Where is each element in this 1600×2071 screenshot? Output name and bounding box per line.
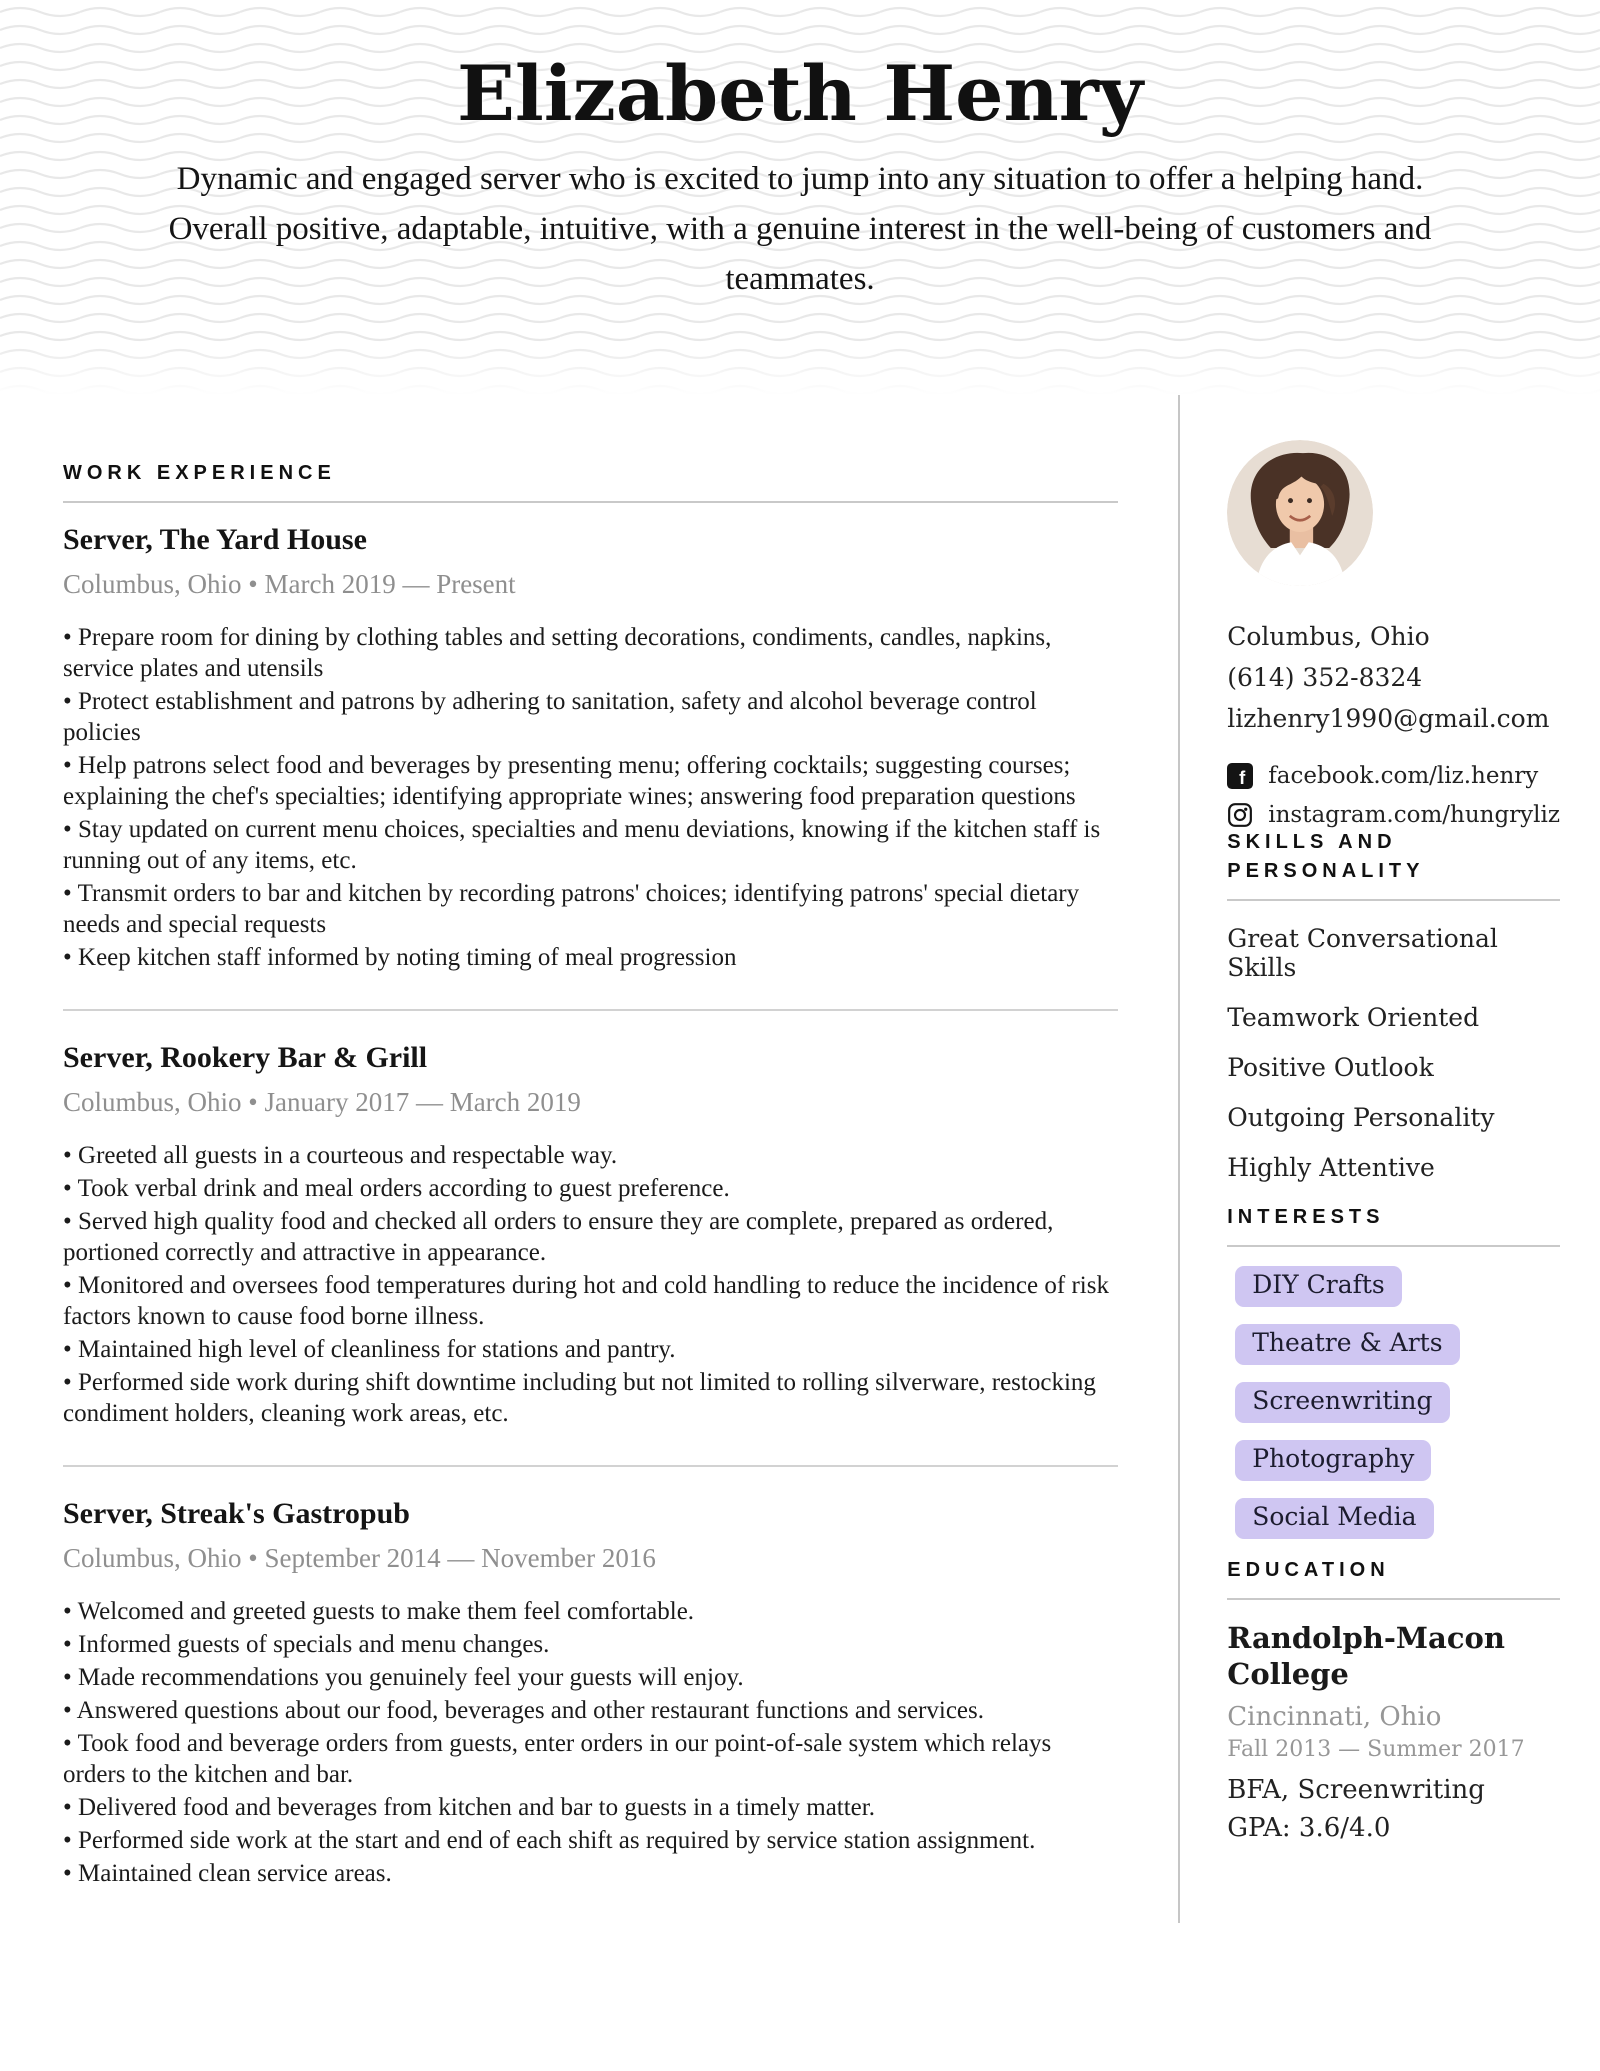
skill-item: Great Conversational Skills [1227,924,1498,982]
job-title: Server, The Yard House [63,523,367,556]
skills-heading: SKILLS AND PERSONALITY [1227,831,1425,882]
instagram-link[interactable] [1227,802,1560,828]
job-title: Server, Streak's Gastropub [63,1497,410,1530]
skills-list [1227,924,1560,1182]
contact-location: Columbus, Ohio [1227,622,1430,651]
social-links [1227,763,1560,828]
candidate-name: Elizabeth Henry [456,49,1143,138]
job-bullet: • Informed guests of specials and menu changes. [63,1629,1118,1660]
education-dates: Fall 2013 — Summer 2017 [1227,1737,1525,1762]
job-entry [63,1011,1118,1429]
job-bullet-list [63,622,1118,973]
interest-chip: Screenwriting [1235,1382,1449,1423]
skill-item: Highly Attentive [1227,1153,1435,1182]
interest-chip: Theatre & Arts [1235,1324,1459,1365]
resume-header [0,0,1600,395]
job-bullet: • Maintained clean service areas. [63,1858,1118,1889]
job-entry [63,503,1118,973]
education-gpa: GPA: 3.6/4.0 [1227,1813,1391,1843]
svg-text:f: f [1239,767,1246,789]
facebook-handle: facebook.com/liz.henry [1268,763,1539,789]
job-location-dates: Columbus, Ohio • January 2017 — March 2019 [63,1087,581,1117]
job-entry [63,1467,1118,1889]
work-experience-column [0,395,1178,1923]
contact-email[interactable]: lizhenry1990@gmail.com [1227,704,1550,733]
education-degree: BFA, Screenwriting [1227,1775,1485,1805]
job-bullet: • Keep kitchen staff informed by noting timing of meal progression [63,942,1118,973]
facebook-icon [1227,763,1253,789]
job-bullet: • Maintained high level of cleanliness for stations and pantry. [63,1334,1118,1365]
job-bullet: • Answered questions about our food, beverages and other restaurant functions and services. [63,1695,1118,1726]
job-bullet: • Stay updated on current menu choices, specialties and menu deviations, knowing if the kitchen staff is running out of any items, etc. [63,814,1118,876]
interest-chip-list [1227,1266,1560,1539]
job-location-dates: Columbus, Ohio • September 2014 — November 2016 [63,1543,656,1573]
skill-item: Teamwork Oriented [1227,1003,1480,1032]
job-bullet: • Protect establishment and patrons by adhering to sanitation, safety and alcohol beverage control policies [63,686,1118,748]
section-divider [1227,1598,1560,1600]
education-location: Cincinnati, Ohio [1227,1702,1442,1732]
contact-block [1227,616,1560,739]
interest-chip: Photography [1235,1440,1431,1481]
job-bullet-list [63,1596,1118,1889]
job-bullet: • Took verbal drink and meal orders according to guest preference. [63,1173,1118,1204]
job-bullet: • Transmit orders to bar and kitchen by recording patrons' choices; identifying patrons' special dietary needs and special requests [63,878,1118,940]
job-bullet: • Took food and beverage orders from guests, enter orders in our point-of-sale system which relays orders to the kitchen and bar. [63,1728,1118,1790]
job-bullet: • Performed side work during shift downtime including but not limited to rolling silverware, restocking condiment holders, cleaning work areas, etc. [63,1367,1118,1429]
work-experience-heading: WORK EXPERIENCE [63,462,336,484]
job-bullet: • Welcomed and greeted guests to make them feel comfortable. [63,1596,1118,1627]
job-bullet: • Performed side work at the start and end of each shift as required by service station assignment. [63,1825,1118,1856]
section-divider [1227,1245,1560,1247]
header-fade [0,340,1600,395]
job-bullet: • Made recommendations you genuinely feel your guests will enjoy. [63,1662,1118,1693]
job-bullet: • Prepare room for dining by clothing tables and setting decorations, condiments, candles, napkins, service plates and utensils [63,622,1118,684]
instagram-handle: instagram.com/hungryliz [1268,802,1560,828]
facebook-link[interactable] [1227,763,1560,789]
job-bullet: • Served high quality food and checked all orders to ensure they are complete, prepared as ordered, portioned correctly and attractive in appearance. [63,1206,1118,1268]
job-bullet: • Greeted all guests in a courteous and respectable way. [63,1140,1118,1171]
avatar [1227,440,1373,586]
job-title: Server, Rookery Bar & Grill [63,1041,428,1074]
skill-item: Positive Outlook [1227,1053,1434,1082]
contact-phone: (614) 352-8324 [1227,663,1423,692]
job-bullet: • Monitored and oversees food temperatures during hot and cold handling to reduce the incidence of risk factors known to cause food borne illness. [63,1270,1118,1332]
education-heading: EDUCATION [1227,1559,1390,1581]
skill-item: Outgoing Personality [1227,1103,1495,1132]
section-divider [1227,899,1560,901]
job-bullet: • Help patrons select food and beverages by presenting menu; offering cocktails; suggesting courses; explaining the chef's specialties; identifying appropriate wines; answering food preparation questions [63,750,1118,812]
job-location-dates: Columbus, Ohio • March 2019 — Present [63,569,516,599]
candidate-summary: Dynamic and engaged server who is excited to jump into any situation to offer a helping hand. Overall positive, adaptable, intuitive, with a genuine interest in the well-being of customers and teammates. [168,161,1432,297]
resume-body [0,395,1600,1923]
instagram-icon [1227,802,1253,828]
job-bullet: • Delivered food and beverages from kitchen and bar to guests in a timely matter. [63,1792,1118,1823]
interest-chip: DIY Crafts [1235,1266,1401,1307]
job-bullet-list [63,1140,1118,1429]
sidebar-column [1178,395,1600,1923]
interest-chip: Social Media [1235,1498,1433,1539]
interests-heading: INTERESTS [1227,1206,1385,1228]
education-school: Randolph-Macon College [1227,1621,1505,1691]
